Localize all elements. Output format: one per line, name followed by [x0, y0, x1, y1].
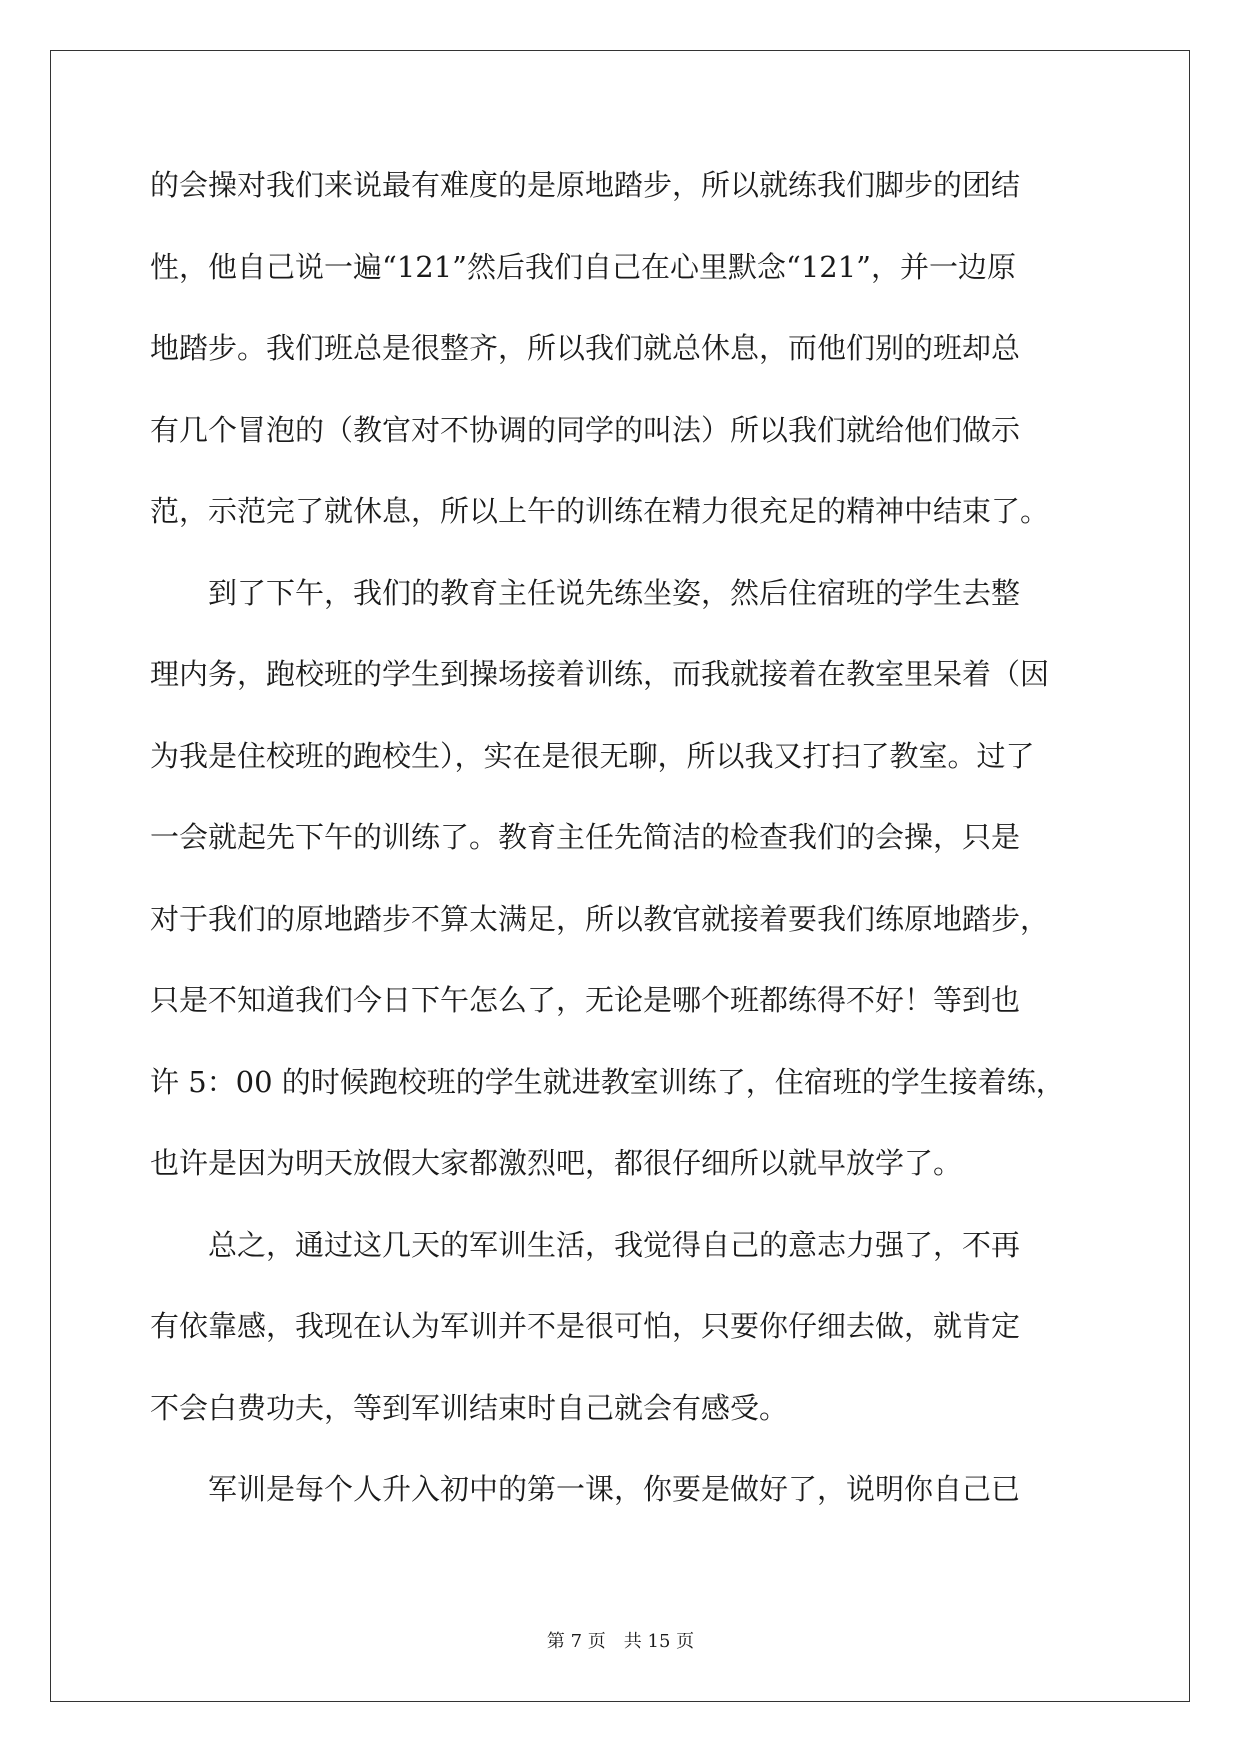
- text-line: 地踏步。我们班总是很整齐，所以我们就总休息，而他们别的班却总: [150, 331, 1021, 365]
- text-line: 理内务，跑校班的学生到操场接着训练，而我就接着在教室里呆着（因: [150, 657, 1050, 691]
- text-line: 只是不知道我们今日下午怎么了，无论是哪个班都练得不好！等到也: [150, 983, 1021, 1017]
- text-line: 有几个冒泡的（教官对不协调的同学的叫法）所以我们就给他们做示: [150, 412, 1021, 447]
- text-line: 为我是住校班的跑校生），实在是很无聊，所以我又打扫了教室。过了: [150, 738, 1035, 773]
- text-line: 不会白费功夫，等到军训结束时自己就会有感受。: [150, 1390, 789, 1425]
- text-line: 的会操对我们来说最有难度的是原地踏步，所以就练我们脚步的团结: [150, 168, 1021, 202]
- text-line: 范，示范完了就休息，所以上午的训练在精力很充足的精神中结束了。: [150, 494, 1050, 528]
- text-line: 有依靠感，我现在认为军训并不是很可怕，只要你仔细去做，就肯定: [150, 1309, 1021, 1343]
- text-line: 军训是每个人升入初中的第一课，你要是做好了，说明你自己已: [150, 1472, 1021, 1506]
- document-body: [150, 160, 1090, 1546]
- text-line: 对于我们的原地踏步不算太满足，所以教官就接着要我们练原地踏步，: [150, 901, 1050, 936]
- text-line: 也许是因为明天放假大家都激烈吧，都很仔细所以就早放学了。: [150, 1146, 963, 1180]
- page-number-footer: 第 7 页 共 15 页: [546, 1631, 695, 1652]
- text-line: 一会就起先下午的训练了。教育主任先简洁的检查我们的会操，只是: [150, 820, 1021, 854]
- text-line: 到了下午，我们的教育主任说先练坐姿，然后住宿班的学生去整: [150, 575, 1021, 610]
- text-line: 总之，通过这几天的军训生活，我觉得自己的意志力强了，不再: [150, 1227, 1021, 1262]
- text-line: 许 5：00 的时候跑校班的学生就进教室训练了，住宿班的学生接着练，: [150, 1064, 1065, 1099]
- text-line: 性，他自己说一遍“121”然后我们自己在心里默念“121”，并一边原: [150, 249, 1017, 284]
